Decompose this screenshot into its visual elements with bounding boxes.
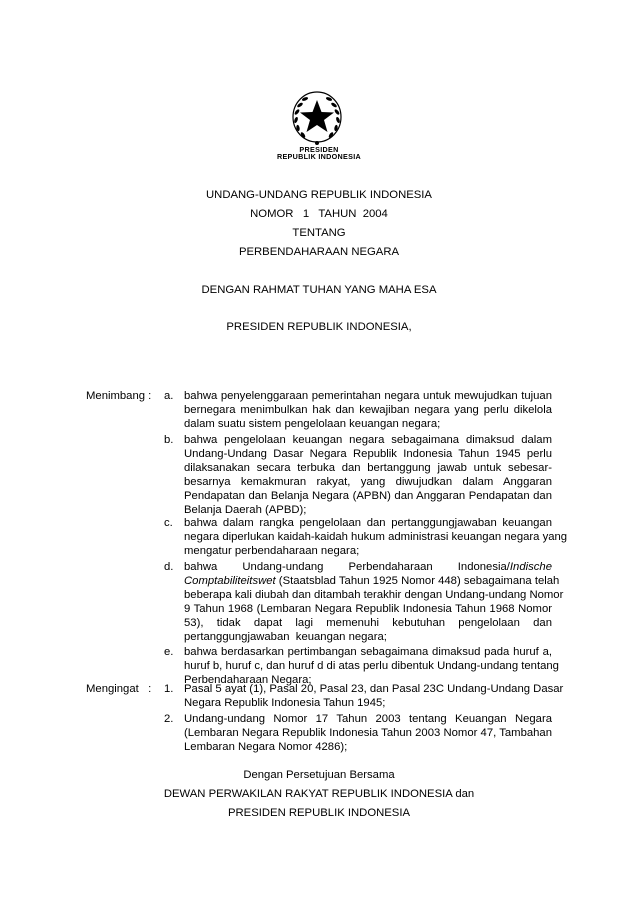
text-line bbox=[184, 574, 560, 588]
text-line: bahwa pengelolaan keuangan negara sebagaimana dimaksud dalam bbox=[184, 434, 552, 446]
item-marker: a. bbox=[164, 390, 174, 402]
text-line: 53), tidak dapat lagi memenuhi kebutuhan pengelolaan dan bbox=[184, 617, 552, 629]
item-marker: 2. bbox=[164, 713, 174, 725]
emblem-caption-presiden: PRESIDEN bbox=[299, 145, 339, 154]
text-line: bahwa dalam rangka pengelolaan dan pertanggungjawaban keuangan bbox=[184, 517, 552, 529]
item-marker: b. bbox=[164, 434, 174, 446]
dpr-line: DEWAN PERWAKILAN RAKYAT REPUBLIK INDONESIA dan bbox=[163, 788, 475, 800]
preamble-rahmat: DENGAN RAHMAT TUHAN YANG MAHA ESA bbox=[201, 284, 437, 296]
text-line: Pasal 5 ayat (1), Pasal 20, Pasal 23, dan Pasal 23C Undang-Undang Dasar bbox=[184, 683, 564, 695]
text-line: dalam suatu sistem pengelolaan keuangan negara; bbox=[184, 418, 441, 430]
mengingat-item-1 bbox=[184, 682, 564, 710]
text-line: Undang-Undang Dasar Negara Republik Indonesia Tahun 1945 perlu bbox=[184, 448, 552, 460]
emblem-caption-republik: REPUBLIK INDONESIA bbox=[276, 152, 362, 161]
law-number: NOMOR 1 TAHUN 2004 bbox=[250, 208, 388, 220]
item-marker: d. bbox=[164, 561, 174, 573]
text-line: 9 Tahun 1968 (Lembaran Negara Republik Indonesia Tahun 1968 Nomor bbox=[184, 603, 552, 615]
menimbang-label: Menimbang : bbox=[86, 390, 152, 402]
menimbang-item-d bbox=[184, 560, 564, 644]
mengingat-item-2 bbox=[184, 712, 552, 754]
italic-text: Comptabiliteitswet bbox=[184, 575, 276, 587]
text-line: Perbendaharaan Negara; bbox=[184, 674, 312, 686]
text-line bbox=[184, 560, 552, 574]
persetujuan-line: Dengan Persetujuan Bersama bbox=[243, 769, 395, 781]
menimbang-item-b bbox=[184, 433, 552, 517]
text-line: pertanggungjawaban keuangan negara; bbox=[184, 631, 387, 643]
text-line: besarnya kemakmuran rakyat, yang diwujudkan dalam Anggaran bbox=[184, 476, 552, 488]
garuda-emblem-icon bbox=[287, 86, 347, 146]
menimbang-item-e bbox=[184, 645, 559, 687]
menimbang-item-c bbox=[184, 516, 568, 558]
text-segment: bahwa Undang-undang Perbendaharaan Indonesia/ bbox=[184, 561, 510, 573]
text-line: Negara Republik Indonesia Tahun 1945; bbox=[184, 697, 386, 709]
text-line: Pendapatan dan Belanja Negara (APBN) dan Anggaran Pendapatan dan bbox=[184, 490, 552, 502]
text-segment: (Staatsblad Tahun 1925 Nomor 448) sebagaimana telah bbox=[275, 575, 560, 587]
text-line: bernegara menimbulkan hak dan kewajiban negara yang perlu dikelola bbox=[184, 404, 552, 416]
law-title: UNDANG-UNDANG REPUBLIK INDONESIA bbox=[206, 189, 432, 201]
item-marker: 1. bbox=[164, 683, 174, 695]
text-line: mengatur perbendaharaan negara; bbox=[184, 545, 360, 557]
text-line: (Lembaran Negara Republik Indonesia Tahun 2003 Nomor 47, Tambahan bbox=[184, 727, 552, 739]
italic-text: Indische bbox=[509, 561, 552, 573]
text-line: bahwa penyelenggaraan pemerintahan negara untuk mewujudkan tujuan bbox=[184, 390, 552, 402]
text-line: huruf b, huruf c, dan huruf d di atas perlu dibentuk Undang-undang tentang bbox=[184, 660, 559, 672]
text-line: negara diperlukan kaidah-kaidah hukum administrasi keuangan negara yang bbox=[184, 531, 568, 543]
mengingat-label: Mengingat : bbox=[86, 683, 152, 695]
preamble-presiden: PRESIDEN REPUBLIK INDONESIA, bbox=[226, 321, 412, 333]
menimbang-item-a bbox=[184, 389, 552, 431]
text-line: bahwa berdasarkan pertimbangan sebagaimana dimaksud pada huruf a, bbox=[184, 646, 552, 658]
text-line: Lembaran Negara Nomor 4286); bbox=[184, 741, 348, 753]
text-line: Undang-undang Nomor 17 Tahun 2003 tentang Keuangan Negara bbox=[184, 713, 552, 725]
item-marker: c. bbox=[164, 517, 173, 529]
text-line: beberapa kali diubah dan ditambah terakhir dengan Undang-undang Nomor bbox=[184, 589, 564, 601]
text-line: dilaksanakan secara terbuka dan bertanggung jawab untuk sebesar- bbox=[184, 462, 552, 474]
text-line: Belanja Daerah (APBD); bbox=[184, 504, 307, 516]
law-tentang: TENTANG bbox=[292, 227, 346, 239]
presiden-line: PRESIDEN REPUBLIK INDONESIA bbox=[227, 807, 411, 819]
law-subject: PERBENDAHARAAN NEGARA bbox=[238, 246, 400, 258]
item-marker: e. bbox=[164, 646, 174, 658]
